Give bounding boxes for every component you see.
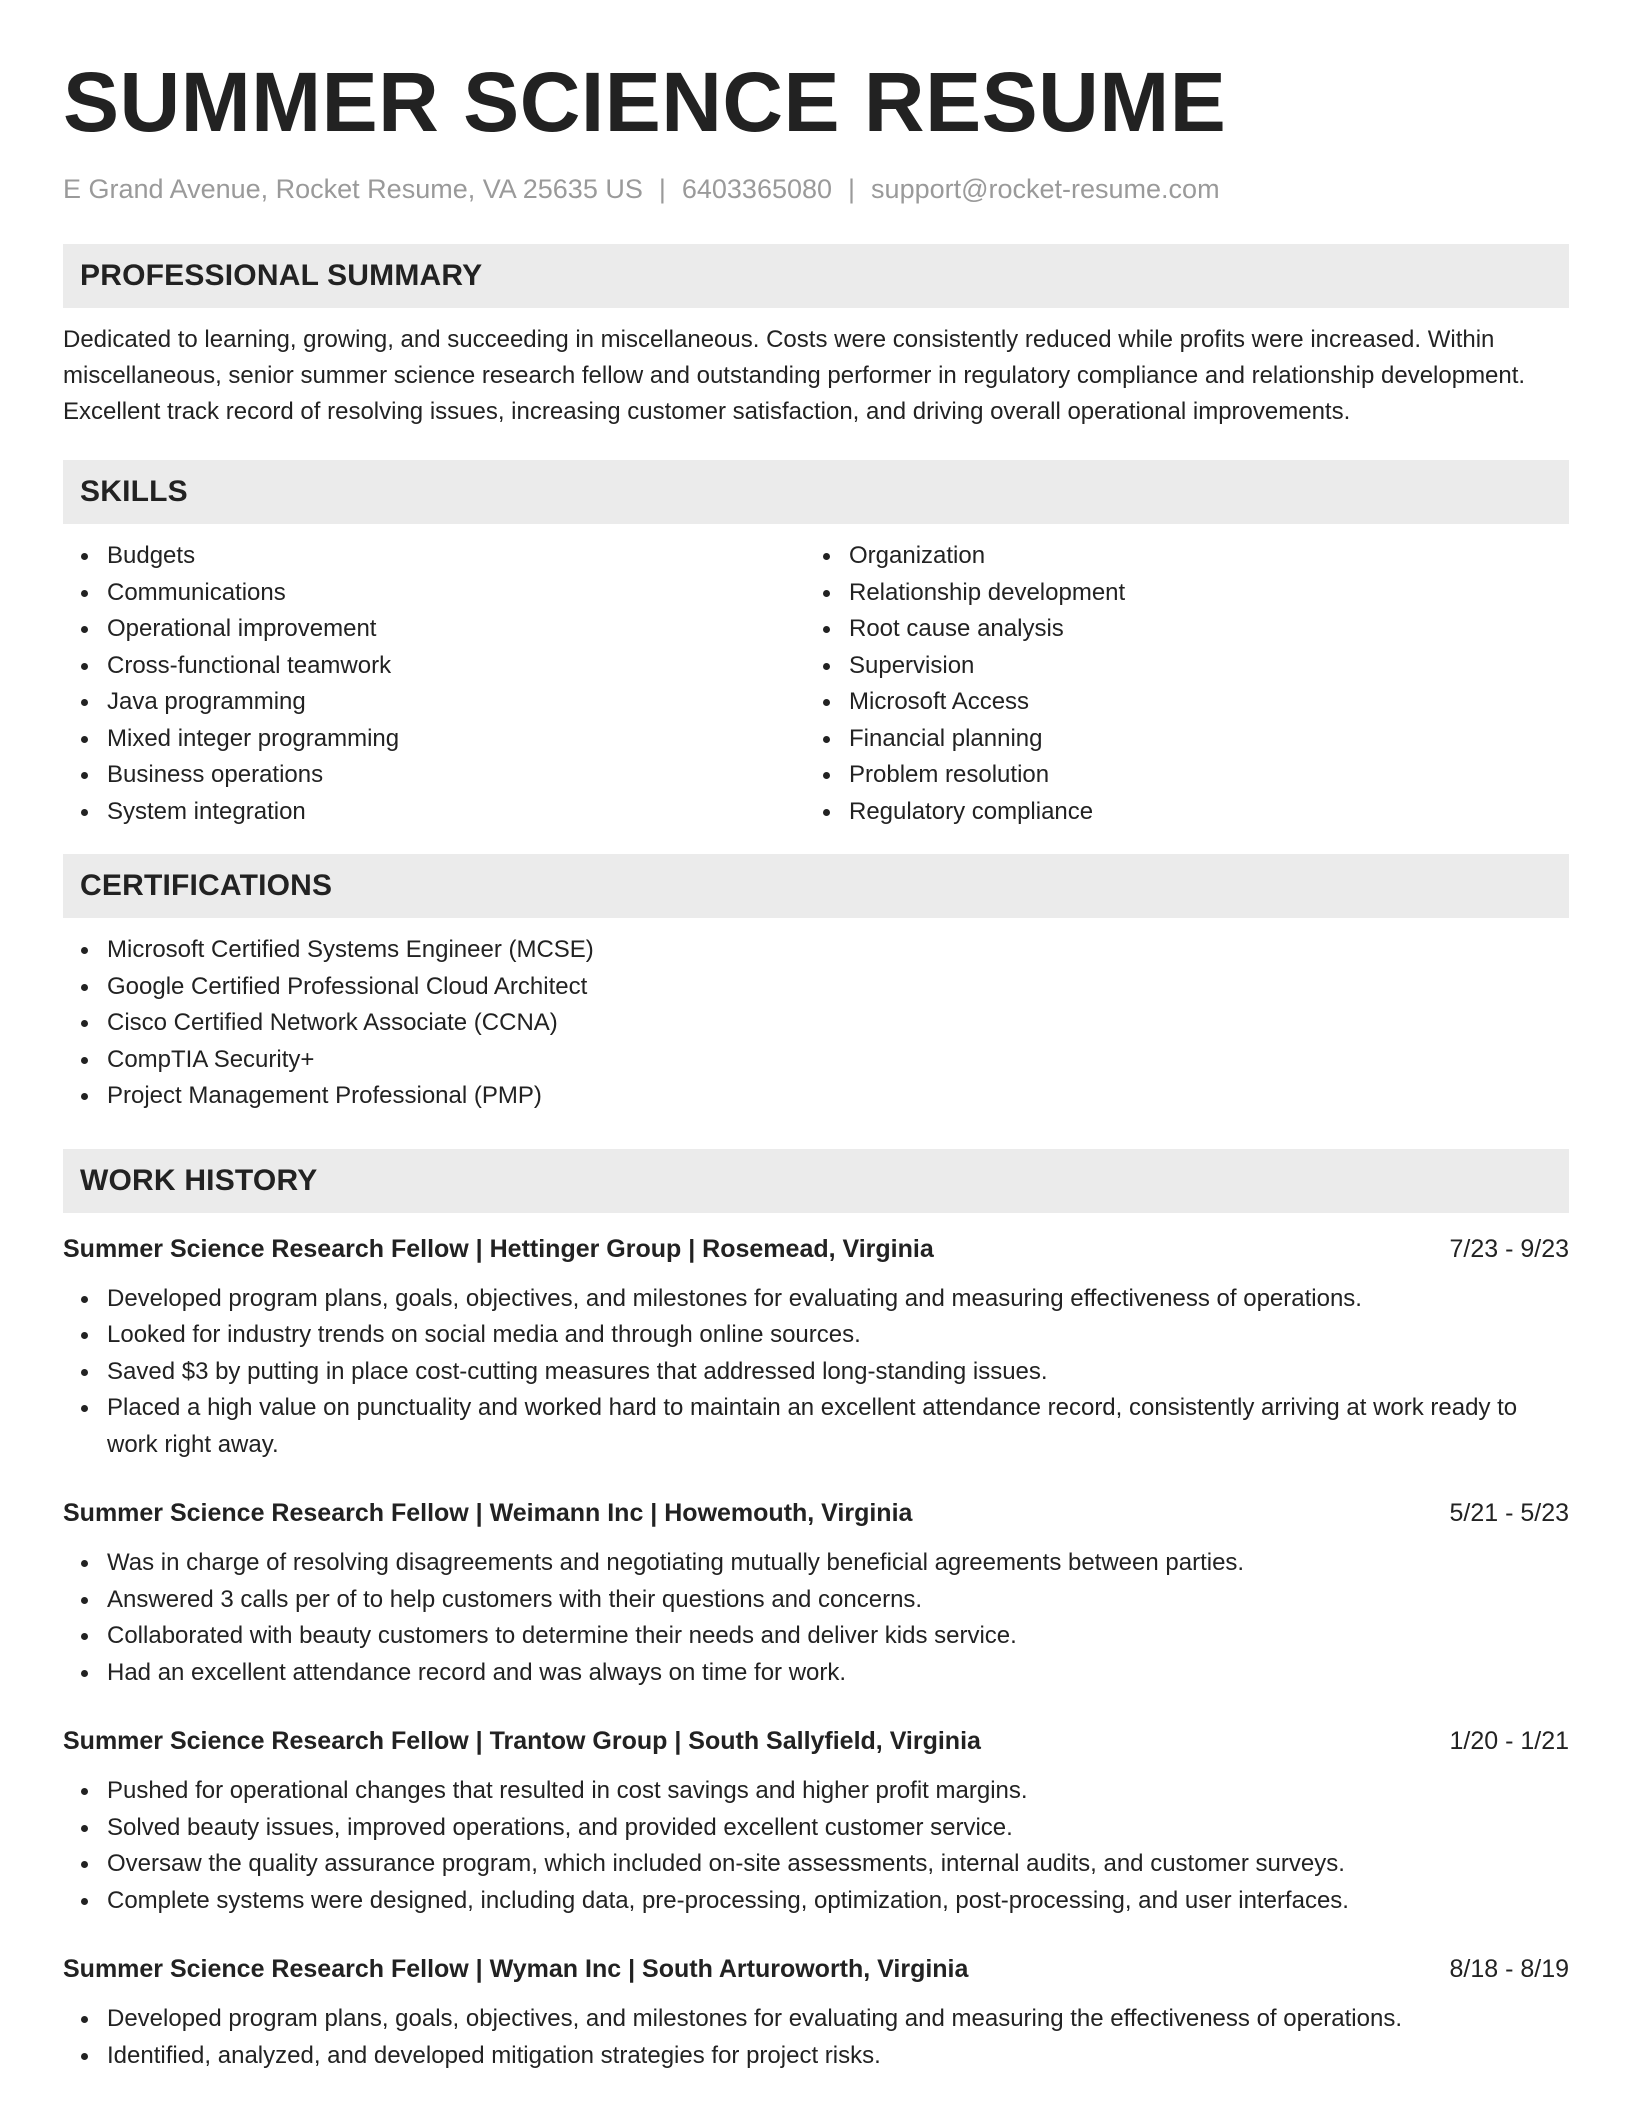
job-bullet: Collaborated with beauty customers to determine their needs and deliver kids service. [107,1618,1569,1655]
certifications-list [63,932,1569,1115]
skill-item: Java programming [107,684,805,721]
job-bullet: Identified, analyzed, and developed mitigation strategies for project risks. [107,2038,1569,2075]
section-header-work-history: WORK HISTORY [63,1149,1569,1213]
contact-line [63,172,1569,206]
job-entry [63,1495,1569,1691]
job-bullet: Oversaw the quality assurance program, which included on-site assessments, internal audits, and customer surveys. [107,1846,1569,1883]
skill-item: Organization [849,538,1547,575]
skills-list-left [63,538,805,830]
job-bullet: Complete systems were designed, including data, pre-processing, optimization, post-processing, and user interfaces. [107,1883,1569,1920]
certification-item: Cisco Certified Network Associate (CCNA) [107,1005,1569,1042]
job-title: Summer Science Research Fellow | Weimann Inc | Howemouth, Virginia [63,1499,913,1527]
job-dates: 5/21 - 5/23 [1449,1499,1569,1527]
job-header [63,1231,1569,1267]
job-header [63,1723,1569,1759]
certification-item: CompTIA Security+ [107,1042,1569,1079]
skill-item: Regulatory compliance [849,794,1547,831]
skills-column-left [63,538,805,830]
skills-list-right [805,538,1547,830]
skill-item: Operational improvement [107,611,805,648]
resume-name: SUMMER SCIENCE RESUME [63,55,1227,149]
job-dates: 8/18 - 8/19 [1449,1955,1569,1983]
skill-item: Microsoft Access [849,684,1547,721]
skill-item: Budgets [107,538,805,575]
section-header-skills: SKILLS [63,460,1569,524]
job-entry [63,1231,1569,1464]
job-title: Summer Science Research Fellow | Hettinger Group | Rosemead, Virginia [63,1234,934,1263]
job-bullets [63,1281,1569,1464]
skill-item: Relationship development [849,575,1547,612]
skill-item: System integration [107,794,805,831]
job-bullet: Answered 3 calls per of to help customers with their questions and concerns. [107,1582,1569,1619]
summary-text: Dedicated to learning, growing, and succeeding in miscellaneous. Costs were consistently reduced while profits were increased. Within miscellaneous, senior summer science research fellow and outstanding performer in regulatory compliance and relationship development. Excellent track record of resolving issues, increasing customer satisfaction, and driving overall operational improvements. [63,326,1526,425]
job-title: Summer Science Research Fellow | Wyman Inc | South Arturoworth, Virginia [63,1955,969,1983]
section-header-summary: PROFESSIONAL SUMMARY [63,244,1569,308]
skills-grid [63,538,1569,830]
skill-item: Supervision [849,648,1547,685]
skill-item: Business operations [107,757,805,794]
job-bullet: Was in charge of resolving disagreements and negotiating mutually beneficial agreements between parties. [107,1545,1569,1582]
job-bullets [63,1545,1569,1691]
job-bullet: Placed a high value on punctuality and worked hard to maintain an excellent attendance record, consistently arriving at work ready to work right away. [107,1390,1569,1463]
skill-item: Financial planning [849,721,1547,758]
job-bullet: Solved beauty issues, improved operations, and provided excellent customer service. [107,1810,1569,1847]
skill-item: Problem resolution [849,757,1547,794]
job-header [63,1951,1569,1987]
contact-address: E Grand Avenue, Rocket Resume, VA 25635 US [63,174,643,204]
job-dates: 1/20 - 1/21 [1449,1727,1569,1755]
skill-item: Mixed integer programming [107,721,805,758]
skill-item: Communications [107,575,805,612]
job-header [63,1495,1569,1531]
job-bullet: Developed program plans, goals, objectives, and milestones for evaluating and measuring the effectiveness of operations. [107,2001,1569,2038]
certification-item: Google Certified Professional Cloud Architect [107,969,1569,1006]
job-bullet: Saved $3 by putting in place cost-cutting measures that addressed long-standing issues. [107,1354,1569,1391]
job-bullets [63,1773,1569,1919]
job-bullet: Had an excellent attendance record and was always on time for work. [107,1655,1569,1692]
job-title: Summer Science Research Fellow | Trantow Group | South Sallyfield, Virginia [63,1727,981,1755]
skill-item: Root cause analysis [849,611,1547,648]
job-bullets [63,2001,1569,2074]
contact-separator: | [848,174,856,204]
job-bullet: Developed program plans, goals, objectives, and milestones for evaluating and measuring effectiveness of operations. [107,1281,1569,1318]
skills-column-right [805,538,1547,830]
contact-email: support@rocket-resume.com [871,174,1220,204]
contact-separator: | [658,174,666,204]
job-entry [63,1951,1569,2074]
certification-item: Microsoft Certified Systems Engineer (MCSE) [107,932,1569,969]
job-bullet: Looked for industry trends on social media and through online sources. [107,1317,1569,1354]
contact-phone: 6403365080 [681,174,833,204]
skill-item: Cross-functional teamwork [107,648,805,685]
job-entry [63,1723,1569,1919]
section-header-certifications: CERTIFICATIONS [63,854,1569,918]
job-bullet: Pushed for operational changes that resulted in cost savings and higher profit margins. [107,1773,1569,1810]
job-dates: 7/23 - 9/23 [1449,1234,1569,1263]
certification-item: Project Management Professional (PMP) [107,1078,1569,1115]
